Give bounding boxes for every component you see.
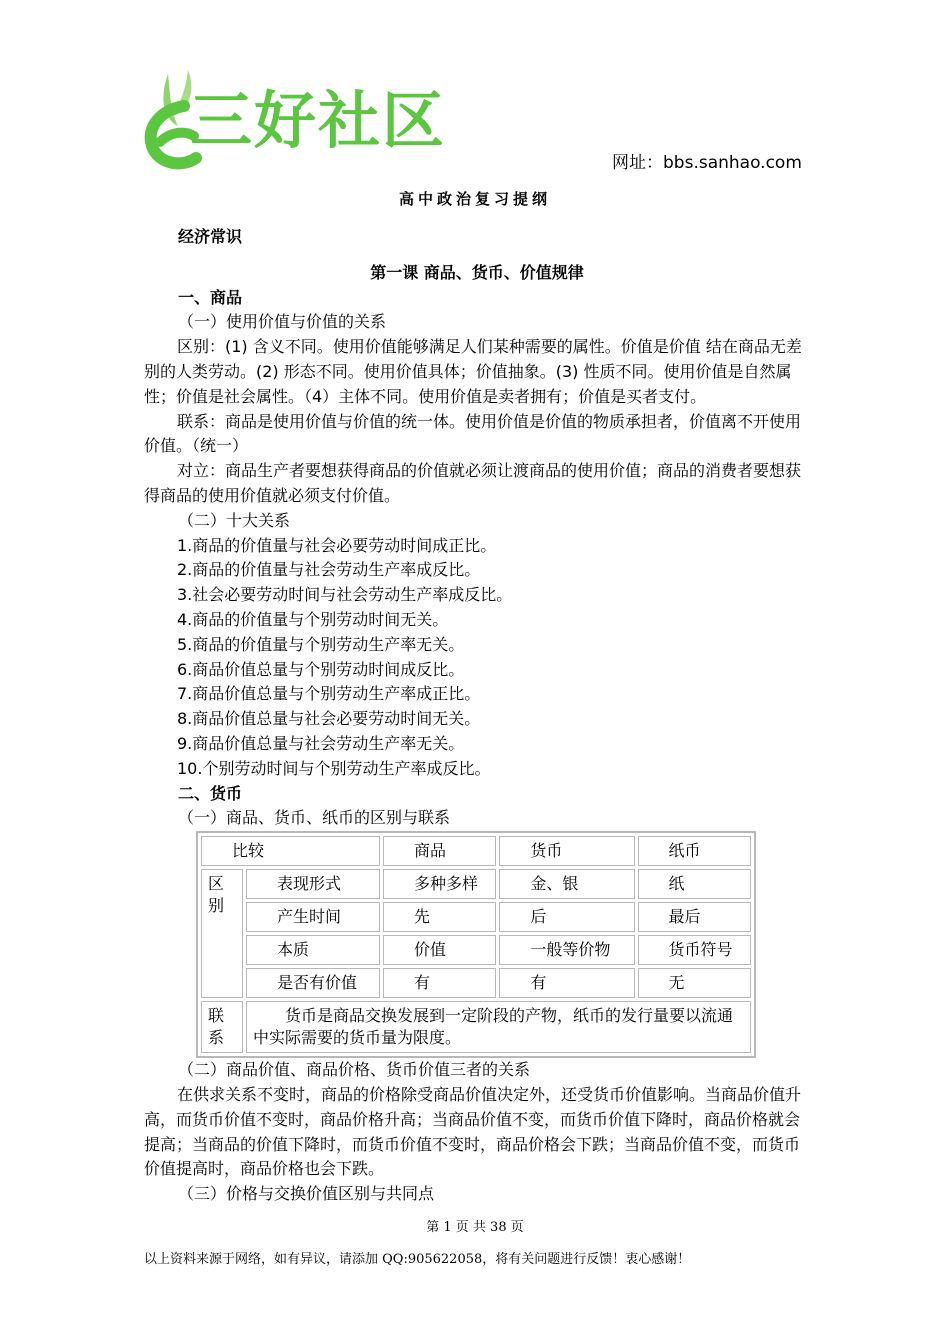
table-row bbox=[201, 935, 751, 965]
table-cell: 纸 bbox=[638, 869, 751, 899]
list-item: 6.商品价值总量与个别劳动时间成反比。 bbox=[177, 659, 465, 679]
list-item: 5.商品的价值量与个别劳动生产率无关。 bbox=[177, 634, 465, 654]
document-body bbox=[144, 225, 810, 1207]
page-number: 第 1 页 共 38 页 bbox=[426, 1220, 524, 1235]
table-cell: 后 bbox=[499, 902, 634, 932]
section-heading: 二、货币 bbox=[178, 783, 243, 803]
table-cell: 本质 bbox=[246, 935, 380, 965]
table-header: 货币 bbox=[499, 836, 634, 866]
list-item: 1.商品的价值量与社会必要劳动时间成正比。 bbox=[177, 535, 497, 555]
paragraph: 在供求关系不变时，商品的价格除受商品价值决定外，还受货币价值影响。当商品价值升高，而货币价值不变时，商品价格升高；当商品价值不变，而货币价值下降时，商品价格就会提高；当商品的价值下降时，而货币价值不变时，商品价格会下跌；当商品价值不变，而货币价值提高时，商品价格也会下跌。 bbox=[144, 1084, 802, 1179]
list-item: 9.商品价值总量与社会劳动生产率无关。 bbox=[177, 733, 465, 753]
table-cell: 最后 bbox=[638, 902, 751, 932]
list-item: 3.社会必要劳动时间与社会劳动生产率成反比。 bbox=[177, 585, 513, 605]
table-header: 纸币 bbox=[638, 836, 751, 866]
paragraph: 对立：商品生产者要想获得商品的价值就必须让渡商品的使用价值；商品的消费者要想获得商品的使用价值就必须支付价值。 bbox=[144, 461, 802, 505]
subsection-heading: （二）十大关系 bbox=[178, 510, 291, 530]
table-cell: 是否有价值 bbox=[246, 968, 380, 998]
comparison-table bbox=[196, 831, 756, 1058]
subject-heading: 经济常识 bbox=[178, 227, 243, 246]
table-row bbox=[201, 869, 751, 899]
table-cell: 产生时间 bbox=[246, 902, 380, 932]
table-cell: 金、银 bbox=[499, 869, 634, 899]
list-item: 8.商品价值总量与社会必要劳动时间无关。 bbox=[177, 709, 481, 729]
table-header-row bbox=[201, 836, 751, 866]
logo-text: 三好社区 bbox=[190, 84, 447, 157]
document-title: 高中政治复习提纲 bbox=[398, 190, 551, 208]
table-header: 商品 bbox=[383, 836, 496, 866]
section-heading: 一、商品 bbox=[178, 287, 243, 307]
table-cell: 无 bbox=[638, 968, 751, 998]
table-cell: 价值 bbox=[383, 935, 496, 965]
list-item: 2.商品的价值量与社会劳动生产率成反比。 bbox=[177, 560, 481, 580]
subsection-heading: （一）使用价值与价值的关系 bbox=[178, 312, 387, 332]
table-cell: 一般等价物 bbox=[499, 935, 634, 965]
table-cell: 货币符号 bbox=[638, 935, 751, 965]
table-cell: 有 bbox=[383, 968, 496, 998]
table-row bbox=[201, 968, 751, 998]
table-cell: 有 bbox=[499, 968, 634, 998]
table-cell: 多种多样 bbox=[383, 869, 496, 899]
footer-note: 以上资料来源于网络，如有异议，请添加 QQ:905622058，将有关问题进行反馈！衷心感谢！ bbox=[144, 1252, 691, 1267]
site-url: 网址：bbs.sanhao.com bbox=[612, 153, 802, 173]
row-group-label: 区别 bbox=[201, 869, 243, 998]
list-item: 4.商品的价值量与个别劳动时间无关。 bbox=[177, 609, 449, 629]
table-row bbox=[201, 1001, 751, 1053]
table-cell: 表现形式 bbox=[246, 869, 380, 899]
paragraph: 联系：商品是使用价值与价值的统一体。使用价值是价值的物质承担者，价值离不开使用价值。（统一） bbox=[144, 411, 802, 456]
row-group-label: 联系 bbox=[201, 1001, 243, 1053]
table-header: 比较 bbox=[201, 836, 380, 866]
table-cell: 先 bbox=[383, 902, 496, 932]
subsection-heading: （三）价格与交换价值区别与共同点 bbox=[178, 1184, 435, 1204]
subsection-heading: （二）商品价值、商品价格、货币价值三者的关系 bbox=[178, 1060, 531, 1080]
lesson-title: 第一课 商品、货币、价值规律 bbox=[370, 262, 584, 282]
table-cell: 货币是商品交换发展到一定阶段的产物，纸币的发行量要以流通中实际需要的货币量为限度。 bbox=[246, 1001, 751, 1053]
subsection-heading: （一）商品、货币、纸币的区别与联系 bbox=[178, 808, 451, 828]
paragraph: 区别：(1) 含义不同。使用价值能够满足人们某种需要的属性。价值是价值 结在商品无差别的人类劳动。(2) 形态不同。使用价值具体；价值抽象。(3) 性质不同。使用价值是自然属性；价值是社会属性。（4）主体不同。使用价值是卖者拥有；价值是买者支付。 bbox=[144, 337, 802, 406]
list-item: 10.个别劳动时间与个别劳动生产率成反比。 bbox=[177, 758, 491, 778]
list-item: 7.商品价值总量与个别劳动生产率成正比。 bbox=[177, 684, 481, 704]
table-row bbox=[201, 902, 751, 932]
